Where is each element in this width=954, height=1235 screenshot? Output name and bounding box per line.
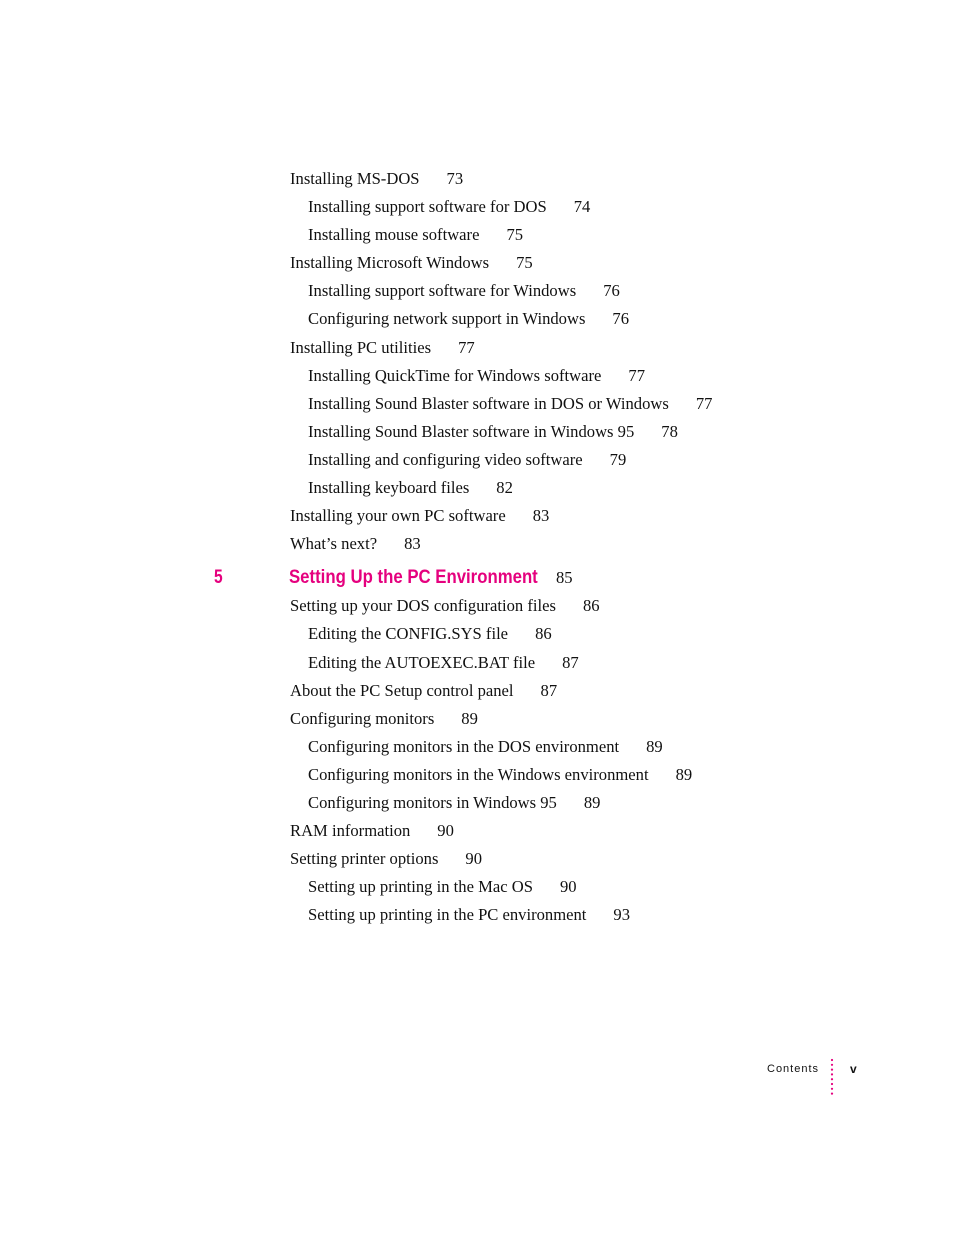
toc-entry — [0, 681, 954, 709]
toc-entry-title: What’s next? — [290, 534, 378, 554]
toc-entry-title: Configuring monitors in Windows 95 — [308, 792, 557, 812]
toc-entry-page-number: 75 — [516, 253, 533, 273]
toc-entry-page-number: 83 — [532, 506, 550, 526]
toc-entry-page-number: 87 — [540, 680, 558, 700]
toc-entry-page-number: 77 — [695, 393, 713, 413]
toc-entry-page-number: 79 — [609, 449, 627, 469]
toc-entry-page-number: 76 — [612, 309, 630, 329]
chapter-number: 5 — [214, 567, 223, 589]
toc-entry-page-number: 77 — [458, 337, 475, 357]
page-footer — [740, 1056, 880, 1096]
footer-section-label: Contents — [767, 1063, 820, 1075]
toc-entry — [0, 366, 954, 394]
toc-entry — [0, 478, 954, 506]
toc-entry — [0, 169, 954, 197]
toc-entry-title: Installing mouse software — [308, 225, 480, 245]
toc-entry-page-number: 90 — [465, 849, 483, 869]
toc-entry-title: Setting up printing in the Mac OS — [308, 877, 533, 897]
footer-dot — [831, 1093, 833, 1095]
toc-entry — [0, 596, 954, 624]
toc-entry-page-number: 89 — [583, 792, 601, 812]
toc-entry-page-number: 76 — [603, 281, 620, 301]
footer-dot — [831, 1064, 833, 1066]
toc-entry — [0, 653, 954, 681]
toc-entry — [0, 534, 954, 562]
toc-entry-title: Configuring network support in Windows — [308, 309, 586, 329]
toc-entry-title: Installing support software for Windows — [308, 281, 577, 301]
toc-entry-page-number: 90 — [559, 877, 577, 897]
toc-entry-page-number: 75 — [506, 225, 524, 245]
toc-entry — [0, 197, 954, 225]
toc-entry-title: RAM information — [290, 821, 411, 841]
toc-entry — [0, 506, 954, 534]
toc-entry — [0, 877, 954, 905]
toc-entries-after — [0, 596, 954, 933]
toc-entry — [0, 394, 954, 422]
toc-entry-page-number: 93 — [613, 905, 630, 925]
toc-entry-title: Installing MS-DOS — [290, 169, 420, 188]
footer-dot — [831, 1083, 833, 1085]
toc-entry-page-number: 89 — [461, 708, 478, 728]
toc-entry — [0, 765, 954, 793]
toc-entry — [0, 793, 954, 821]
toc-entry — [0, 253, 954, 281]
toc-entry — [0, 624, 954, 652]
toc-entry — [0, 338, 954, 366]
toc-entry-page-number: 74 — [573, 197, 591, 217]
toc-entry-title: Setting up your DOS configuration files — [290, 596, 556, 616]
table-of-contents — [0, 169, 954, 933]
toc-entry-page-number: 90 — [437, 821, 454, 841]
footer-page-number: v — [850, 1062, 857, 1076]
chapter-heading — [0, 566, 954, 597]
footer-dot — [831, 1078, 833, 1080]
toc-entry — [0, 737, 954, 765]
toc-entry-title: Configuring monitors in the Windows environment — [308, 764, 649, 784]
toc-entry-title: Installing keyboard files — [308, 478, 470, 498]
toc-entry — [0, 450, 954, 478]
toc-entry — [0, 849, 954, 877]
toc-entry — [0, 422, 954, 450]
footer-dot — [831, 1088, 833, 1090]
toc-entry-page-number: 89 — [675, 764, 693, 784]
toc-entry — [0, 309, 954, 337]
toc-entry-title: Installing and configuring video software — [308, 449, 583, 469]
toc-entry-title: Installing support software for DOS — [308, 197, 547, 217]
toc-entry-page-number: 89 — [646, 736, 663, 756]
toc-entry — [0, 905, 954, 933]
toc-entry-page-number: 86 — [582, 596, 600, 616]
footer-dot — [831, 1059, 833, 1061]
toc-entry-page-number: 83 — [404, 534, 421, 554]
toc-entry — [0, 821, 954, 849]
toc-entry-title: About the PC Setup control panel — [290, 680, 514, 700]
toc-entries-before — [0, 169, 954, 562]
toc-entry-title: Configuring monitors — [290, 708, 435, 728]
toc-entry — [0, 281, 954, 309]
toc-entry-page-number: 87 — [562, 652, 579, 672]
toc-entry-page-number: 77 — [628, 365, 645, 385]
toc-entry-page-number: 82 — [496, 478, 513, 498]
toc-entry-title: Installing Sound Blaster software in DOS or Windows — [308, 393, 669, 413]
toc-entry-title: Installing Microsoft Windows — [290, 253, 490, 273]
toc-entry — [0, 709, 954, 737]
toc-entry-title: Editing the CONFIG.SYS file — [308, 624, 509, 644]
toc-entry-page-number: 73 — [446, 169, 464, 188]
toc-entry-title: Setting printer options — [290, 849, 439, 869]
toc-entry-title: Installing PC utilities — [290, 337, 432, 357]
toc-entry-title: Editing the AUTOEXEC.BAT file — [308, 652, 536, 672]
toc-entry-title: Installing QuickTime for Windows software — [308, 365, 602, 385]
chapter-title: Setting Up the PC Environment — [289, 566, 538, 589]
footer-dot — [831, 1069, 833, 1071]
toc-entry-title: Configuring monitors in the DOS environment — [308, 736, 620, 756]
footer-dot — [831, 1073, 833, 1075]
toc-entry — [0, 225, 954, 253]
chapter-page-number: 85 — [556, 568, 573, 588]
toc-entry-page-number: 86 — [535, 624, 552, 644]
toc-entry-title: Installing Sound Blaster software in Windows 95 — [308, 421, 635, 441]
toc-entry-title: Installing your own PC software — [290, 506, 506, 526]
dotted-rule-icon — [830, 1058, 834, 1096]
toc-entry-page-number: 78 — [661, 421, 678, 441]
toc-entry-title: Setting up printing in the PC environment — [308, 905, 587, 925]
